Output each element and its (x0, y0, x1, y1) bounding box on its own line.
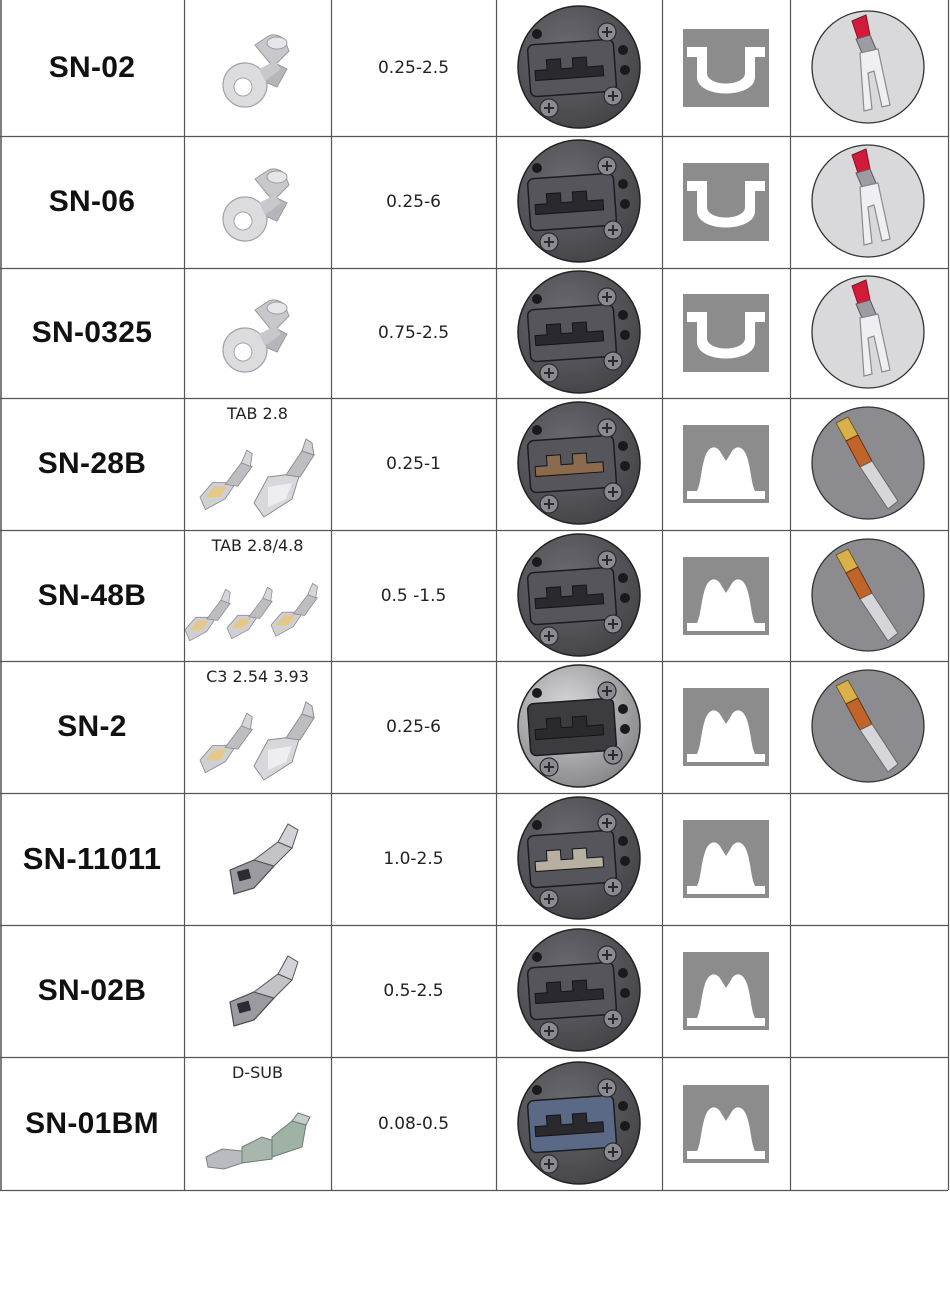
ring-terminal-icon (203, 157, 313, 247)
ring-terminal-icon (203, 23, 313, 113)
crimp-result-cell (790, 925, 948, 1057)
crimp-die-cell (496, 136, 662, 268)
crimp-result-cell (790, 398, 948, 530)
crimp-die-photo-icon (515, 532, 643, 660)
crimp-result-cell (790, 136, 948, 268)
wire-range-cell (331, 661, 496, 793)
crimp-result-cell (790, 661, 948, 793)
m-profile-icon (683, 952, 769, 1030)
crimped-pin-gold-icon (810, 405, 928, 523)
crimp-die-photo-icon (515, 4, 643, 132)
model-name: SN-48B (37, 578, 147, 612)
crimp-result-cell (790, 793, 948, 925)
m-profile-icon (683, 557, 769, 635)
crimp-die-cell (496, 1057, 662, 1190)
wire-range: 0.25-2.5 (377, 58, 450, 78)
wire-range-cell (331, 925, 496, 1057)
wire-range: 0.5-2.5 (383, 981, 444, 1001)
model-cell (0, 530, 184, 661)
m-profile-icon (683, 688, 769, 766)
wire-range-cell (331, 398, 496, 530)
wire-range-cell (331, 268, 496, 398)
fork-terminal-red-icon (810, 143, 928, 261)
wire-range-cell (331, 793, 496, 925)
crimp-die-cell (496, 661, 662, 793)
m-profile-icon (683, 820, 769, 898)
m-profile-icon (683, 1085, 769, 1163)
crimp-die-cell (496, 530, 662, 661)
model-name: SN-0325 (31, 316, 153, 349)
model-name: SN-2 (57, 710, 127, 743)
terminal-size-label: TAB 2.8 (227, 404, 288, 423)
terminal-cell (184, 398, 331, 530)
terminal-size-label: D-SUB (232, 1063, 283, 1082)
terminal-cell (184, 530, 331, 661)
model-cell (0, 136, 184, 268)
fork-terminal-red-icon (810, 9, 928, 127)
crimp-die-photo-icon (515, 138, 643, 266)
wire-range-cell (331, 1057, 496, 1190)
dsub-pin-icon (202, 1097, 314, 1177)
wire-range: 0.08-0.5 (377, 1113, 450, 1134)
model-name: SN-01BM (25, 1106, 159, 1140)
crimp-die-photo-icon (515, 1060, 643, 1188)
crimp-die-photo-icon (515, 663, 643, 791)
model-cell (0, 661, 184, 793)
crimp-profile-cell (662, 398, 790, 530)
model-cell (0, 793, 184, 925)
terminal-size-label: C3 2.54 3.93 (206, 667, 309, 686)
model-name: SN-28B (37, 447, 147, 480)
crimp-die-cell (496, 925, 662, 1057)
model-cell (0, 268, 184, 398)
m-profile-icon (683, 425, 769, 503)
crimped-pin-gold-icon (810, 537, 928, 655)
spade-terminal-pair-icon (194, 433, 322, 521)
crimp-result-cell (790, 530, 948, 661)
crimp-die-cell (496, 398, 662, 530)
crimp-profile-cell (662, 0, 790, 136)
terminal-cell (184, 1057, 331, 1190)
crimp-die-photo-icon (515, 400, 643, 528)
model-name: SN-06 (48, 185, 136, 218)
model-name: SN-02B (37, 974, 147, 1007)
crimp-die-cell (496, 268, 662, 398)
terminal-cell (184, 793, 331, 925)
terminal-cell (184, 268, 331, 398)
model-name: SN-11011 (22, 841, 162, 876)
crimp-profile-cell (662, 925, 790, 1057)
crimp-die-photo-icon (515, 795, 643, 923)
wire-range: 0.25-6 (386, 717, 441, 737)
crimp-result-cell (790, 1057, 948, 1190)
wire-range-cell (331, 530, 496, 661)
u-profile-icon (683, 29, 769, 107)
female-spade-icon (208, 948, 308, 1034)
crimp-die-cell (496, 0, 662, 136)
crimp-profile-cell (662, 136, 790, 268)
wire-range: 0.25-6 (386, 192, 441, 212)
terminal-cell (184, 136, 331, 268)
model-cell (0, 1057, 184, 1190)
model-cell (0, 925, 184, 1057)
fork-terminal-red-icon (810, 274, 928, 392)
terminal-cell (184, 925, 331, 1057)
crimp-profile-cell (662, 661, 790, 793)
crimp-profile-cell (662, 530, 790, 661)
crimp-die-photo-icon (515, 927, 643, 1055)
u-profile-icon (683, 163, 769, 241)
wire-range-cell (331, 136, 496, 268)
model-name: SN-02 (48, 51, 136, 84)
ring-terminal-icon (203, 288, 313, 378)
wire-range: 1.0-2.5 (383, 849, 444, 869)
wire-range-cell (331, 0, 496, 136)
spade-terminal-trio-icon (185, 569, 331, 649)
crimp-die-cell (496, 793, 662, 925)
female-spade-icon (208, 816, 308, 902)
crimped-pin-gold-icon (810, 668, 928, 786)
terminal-cell (184, 661, 331, 793)
model-cell (0, 398, 184, 530)
crimp-profile-cell (662, 268, 790, 398)
crimp-result-cell (790, 268, 948, 398)
crimp-die-photo-icon (515, 269, 643, 397)
wire-range: 0.75-2.5 (377, 323, 450, 343)
crimp-profile-cell (662, 793, 790, 925)
model-cell (0, 0, 184, 136)
crimp-result-cell (790, 0, 948, 136)
terminal-size-label: TAB 2.8/4.8 (211, 536, 304, 555)
wire-range: 0.5 -1.5 (380, 585, 447, 606)
terminal-cell (184, 0, 331, 136)
wire-range: 0.25-1 (386, 454, 441, 474)
spade-terminal-pair-icon (194, 696, 322, 784)
crimp-profile-cell (662, 1057, 790, 1190)
u-profile-icon (683, 294, 769, 372)
